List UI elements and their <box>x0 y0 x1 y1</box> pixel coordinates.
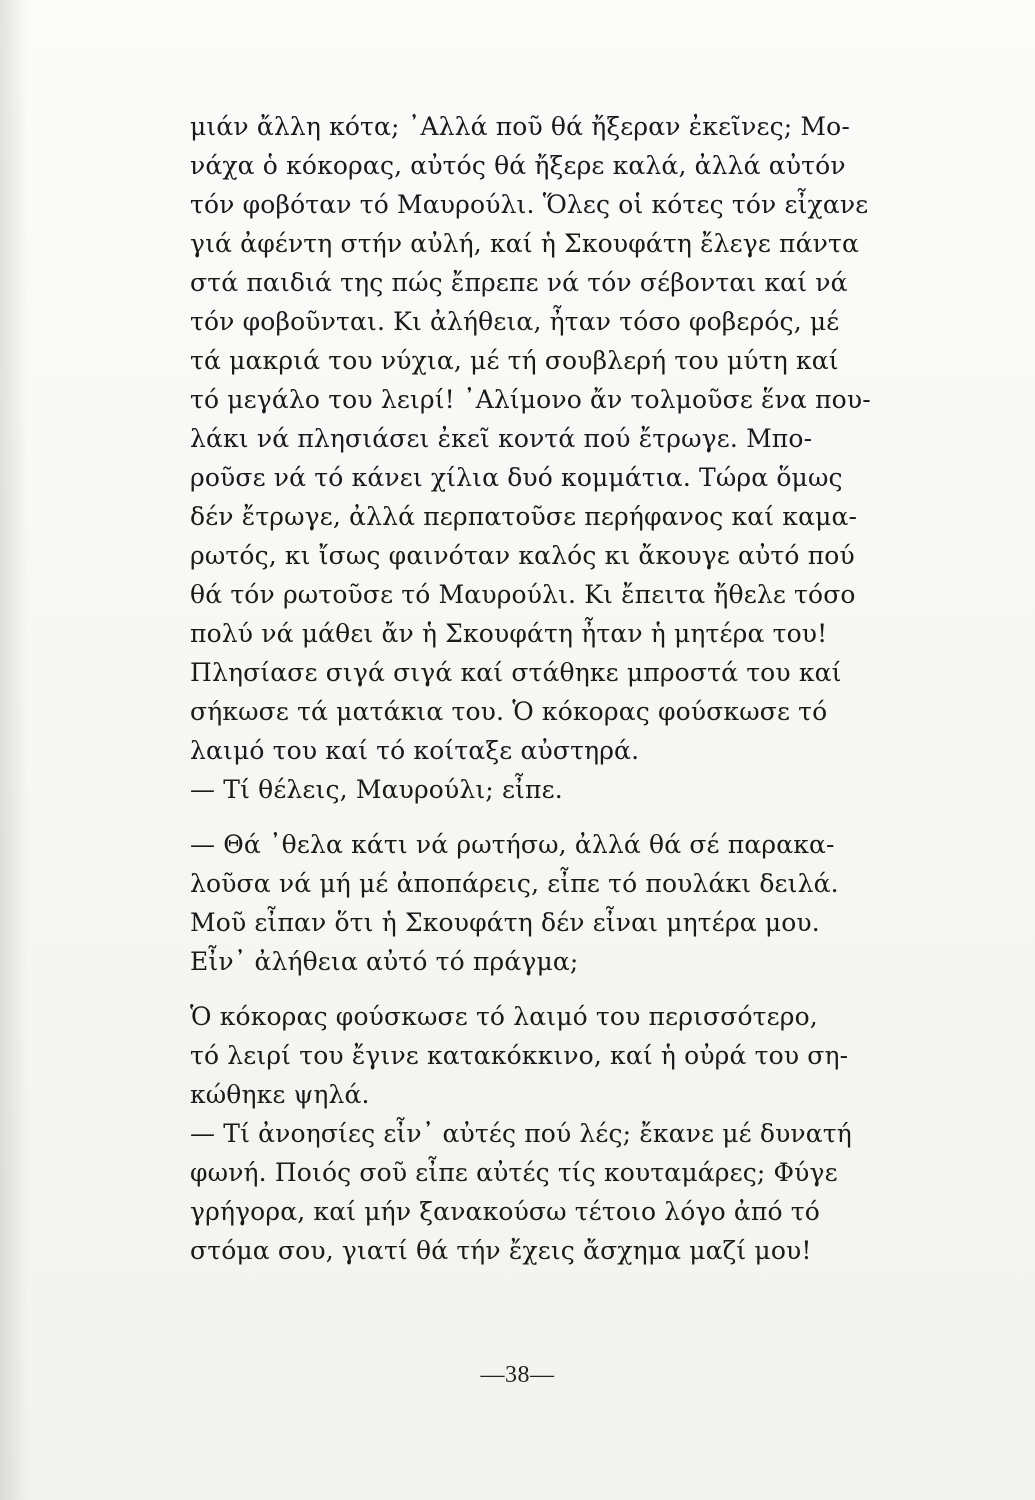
text-line: γρήγορα, καί μήν ξανακούσω τέτοιο λόγο ἀπό τό <box>190 1197 820 1226</box>
text-line: ρωτός, κι ἴσως φαινόταν καλός κι ἄκουγε αὐτό πού <box>190 541 855 570</box>
text-line: στά παιδιά της πώς ἔπρεπε νά τόν σέβονται καί νά <box>190 268 848 297</box>
page-number: —38— <box>480 1362 555 1388</box>
text-line: τόν φοβόταν τό Μαυρούλι. Ὅλες οἱ κότες τόν εἶχανε <box>190 190 869 219</box>
text-line: γιά ἀφέντη στήν αὐλή, καί ἡ Σκουφάτη ἔλεγε πάντα <box>190 229 860 258</box>
text-line: νάχα ὁ κόκορας, αὐτός θά ἤξερε καλά, ἀλλά αὐτόν <box>190 151 846 180</box>
page-edge-shadow <box>0 0 28 1500</box>
text-line: Εἶν᾿ ἀλήθεια αὐτό τό πράγμα; <box>190 947 579 976</box>
text-line: λάκι νά πλησιάσει ἐκεῖ κοντά πού ἔτρωγε. Μπο- <box>190 424 813 453</box>
text-line: — Θά ᾿θελα κάτι νά ρωτήσω, ἀλλά θά σέ παρακα- <box>190 830 835 859</box>
text-line: λαιμό του καί τό κοίταξε αὐστηρά. <box>190 736 640 765</box>
text-line: μιάν ἄλλη κότα; ᾿Αλλά ποῦ θά ἤξεραν ἐκεῖνες; Μο- <box>190 112 850 141</box>
text-line: τά μακριά του νύχια, μέ τή σουβλερή του μύτη καί <box>190 346 839 375</box>
text-line: τόν φοβοῦνται. Κι ἀλήθεια, ἦταν τόσο φοβερός, μέ <box>190 307 840 336</box>
text-line: Πλησίασε σιγά σιγά καί στάθηκε μπροστά του καί <box>190 658 842 687</box>
text-line: πολύ νά μάθει ἄν ἡ Σκουφάτη ἦταν ἡ μητέρα του! <box>190 619 828 648</box>
text-line: τό μεγάλο του λειρί! ᾿Αλίμονο ἄν τολμοῦσε ἕνα που- <box>190 385 871 414</box>
text-line: τό λειρί του ἔγινε κατακόκκινο, καί ἡ οὐρά του ση- <box>190 1041 849 1070</box>
text-line: φωνή. Ποιός σοῦ εἶπε αὐτές τίς κουταμάρες; Φύγε <box>190 1158 838 1187</box>
text-line: Μοῦ εἶπαν ὅτι ἡ Σκουφάτη δέν εἶναι μητέρα μου. <box>190 908 820 937</box>
text-line: κώθηκε ψηλά. <box>190 1080 370 1109</box>
text-line: σήκωσε τά ματάκια του. Ὁ κόκορας φούσκωσε τό <box>190 697 828 726</box>
text-line: — Τί θέλεις, Μαυρούλι; εἶπε. <box>190 775 563 804</box>
text-line: ροῦσε νά τό κάνει χίλια δυό κομμάτια. Τώρα ὅμως <box>190 463 843 492</box>
text-line: δέν ἔτρωγε, ἀλλά περπατοῦσε περήφανος καί καμα- <box>190 502 858 531</box>
text-line: στόμα σου, γιατί θά τήν ἔχεις ἄσχημα μαζί μου! <box>190 1236 812 1265</box>
text-line: Ὁ κόκορας φούσκωσε τό λαιμό του περισσότερο, <box>190 1002 818 1031</box>
text-line: λοῦσα νά μή μέ ἀποπάρεις, εἶπε τό πουλάκι δειλά. <box>190 869 839 898</box>
text-line: θά τόν ρωτοῦσε τό Μαυρούλι. Κι ἔπειτα ἤθελε τόσο <box>190 580 856 609</box>
text-line: — Τί ἀνοησίες εἶν᾿ αὐτές πού λές; ἔκανε μέ δυνατή <box>190 1119 852 1148</box>
